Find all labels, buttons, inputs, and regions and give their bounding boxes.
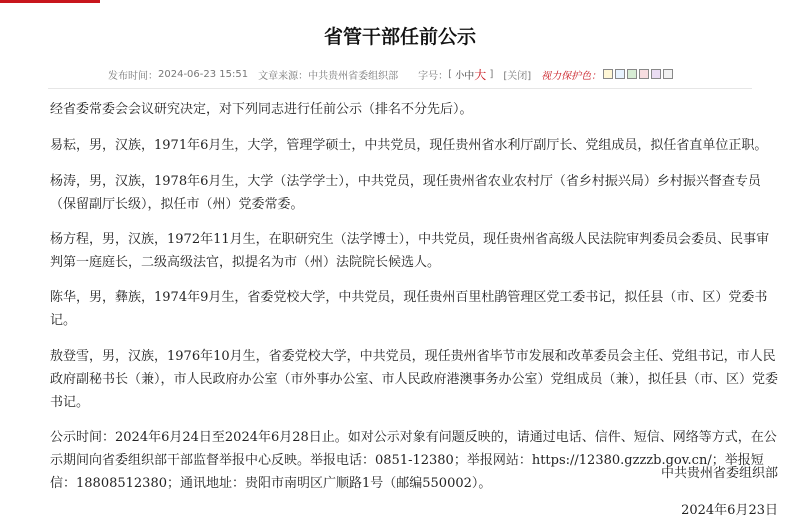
bracket-open: [ [448,68,453,80]
page-title: 省管干部任前公示 [323,26,476,48]
signature-organization: 中共贵州省委组织部 [660,466,778,481]
font-size-label: 字号： [418,70,449,82]
candidate-paragraph: 易耘，男，汉族，1971年6月生，大学，管理学硕士，中共党员，现任贵州省水利厅副厅长、党组成员，拟任省直单位正职。 [50,138,768,153]
color-swatch-4[interactable] [639,69,649,79]
close-button[interactable]: [关闭] [503,70,532,82]
candidate-paragraph: 杨方程，男，汉族，1972年11月生，在职研究生（法学博士），中共党员，现任贵州省高级人民法院审判委员会委员、民事审判第一庭庭长，二级高级法官，拟提名为市（州）法院院长候选人。 [50,232,770,270]
candidate-paragraph: 陈华，男，彝族，1974年9月生，省委党校大学，中共党员，现任贵州百里杜鹃管理区党工委书记，拟任县（市、区）党委书记。 [50,290,768,328]
candidate-paragraph: 杨涛，男，汉族，1978年6月生，大学（法学学士），中共党员，现任贵州省农业农村厅（省乡村振兴局）乡村振兴督查专员（保留副厅长级），拟任市（州）党委常委。 [50,174,761,212]
article-meta-bar [108,66,748,82]
font-size-large-button[interactable]: 大 [474,67,487,82]
color-swatch-6[interactable] [663,69,673,79]
font-size-small-button[interactable]: 小 [455,70,465,81]
font-size-medium-button[interactable]: 中 [464,70,475,82]
color-swatch-1[interactable] [603,69,613,79]
signature-date: 2024年6月23日 [681,503,778,518]
intro-paragraph: 经省委常委会会议研究决定，对下列同志进行任前公示（排名不分先后）。 [50,102,473,117]
color-swatch-5[interactable] [651,69,661,79]
candidate-paragraph: 敖登雪，男，汉族，1976年10月生，省委党校大学，中共党员，现任贵州省毕节市发展和改革委员会主任、党组书记，市人民政府副秘书长（兼），市人民政府办公室（市外事办公室、市人民政府港澳事务办公室）党组成员（兼），拟任县（市、区）党委书记。 [50,349,779,410]
bracket-close: ] [489,68,494,80]
eye-protection-swatches [601,69,673,80]
header-accent-bar [0,0,100,3]
eye-protection-label: 视力保护色： [541,70,602,82]
article-source: 中共贵州省委组织部 [308,70,399,82]
color-swatch-2[interactable] [615,69,625,79]
article-body [50,98,780,507]
color-swatch-3[interactable] [627,69,637,79]
publish-time-label: 发布时间： [108,70,158,82]
notice-paragraph: 公示时间：2024年6月24日至2024年6月28日止。如对公示对象有问题反映的，请通过电话、信件、短信、网络等方式，在公示期间向省委组织部干部监督举报中心反映。举报电话：0851-12380；举报网站：https://12380.gzzzb.gov.cn/；举报短信：18808512380；通讯地址：贵阳市南明区广顺路1号（邮编550002）。 [50,430,777,491]
source-label: 文章来源： [258,70,309,82]
publish-time: 2024-06-23 15:51 [158,68,249,80]
header-divider [48,88,752,89]
